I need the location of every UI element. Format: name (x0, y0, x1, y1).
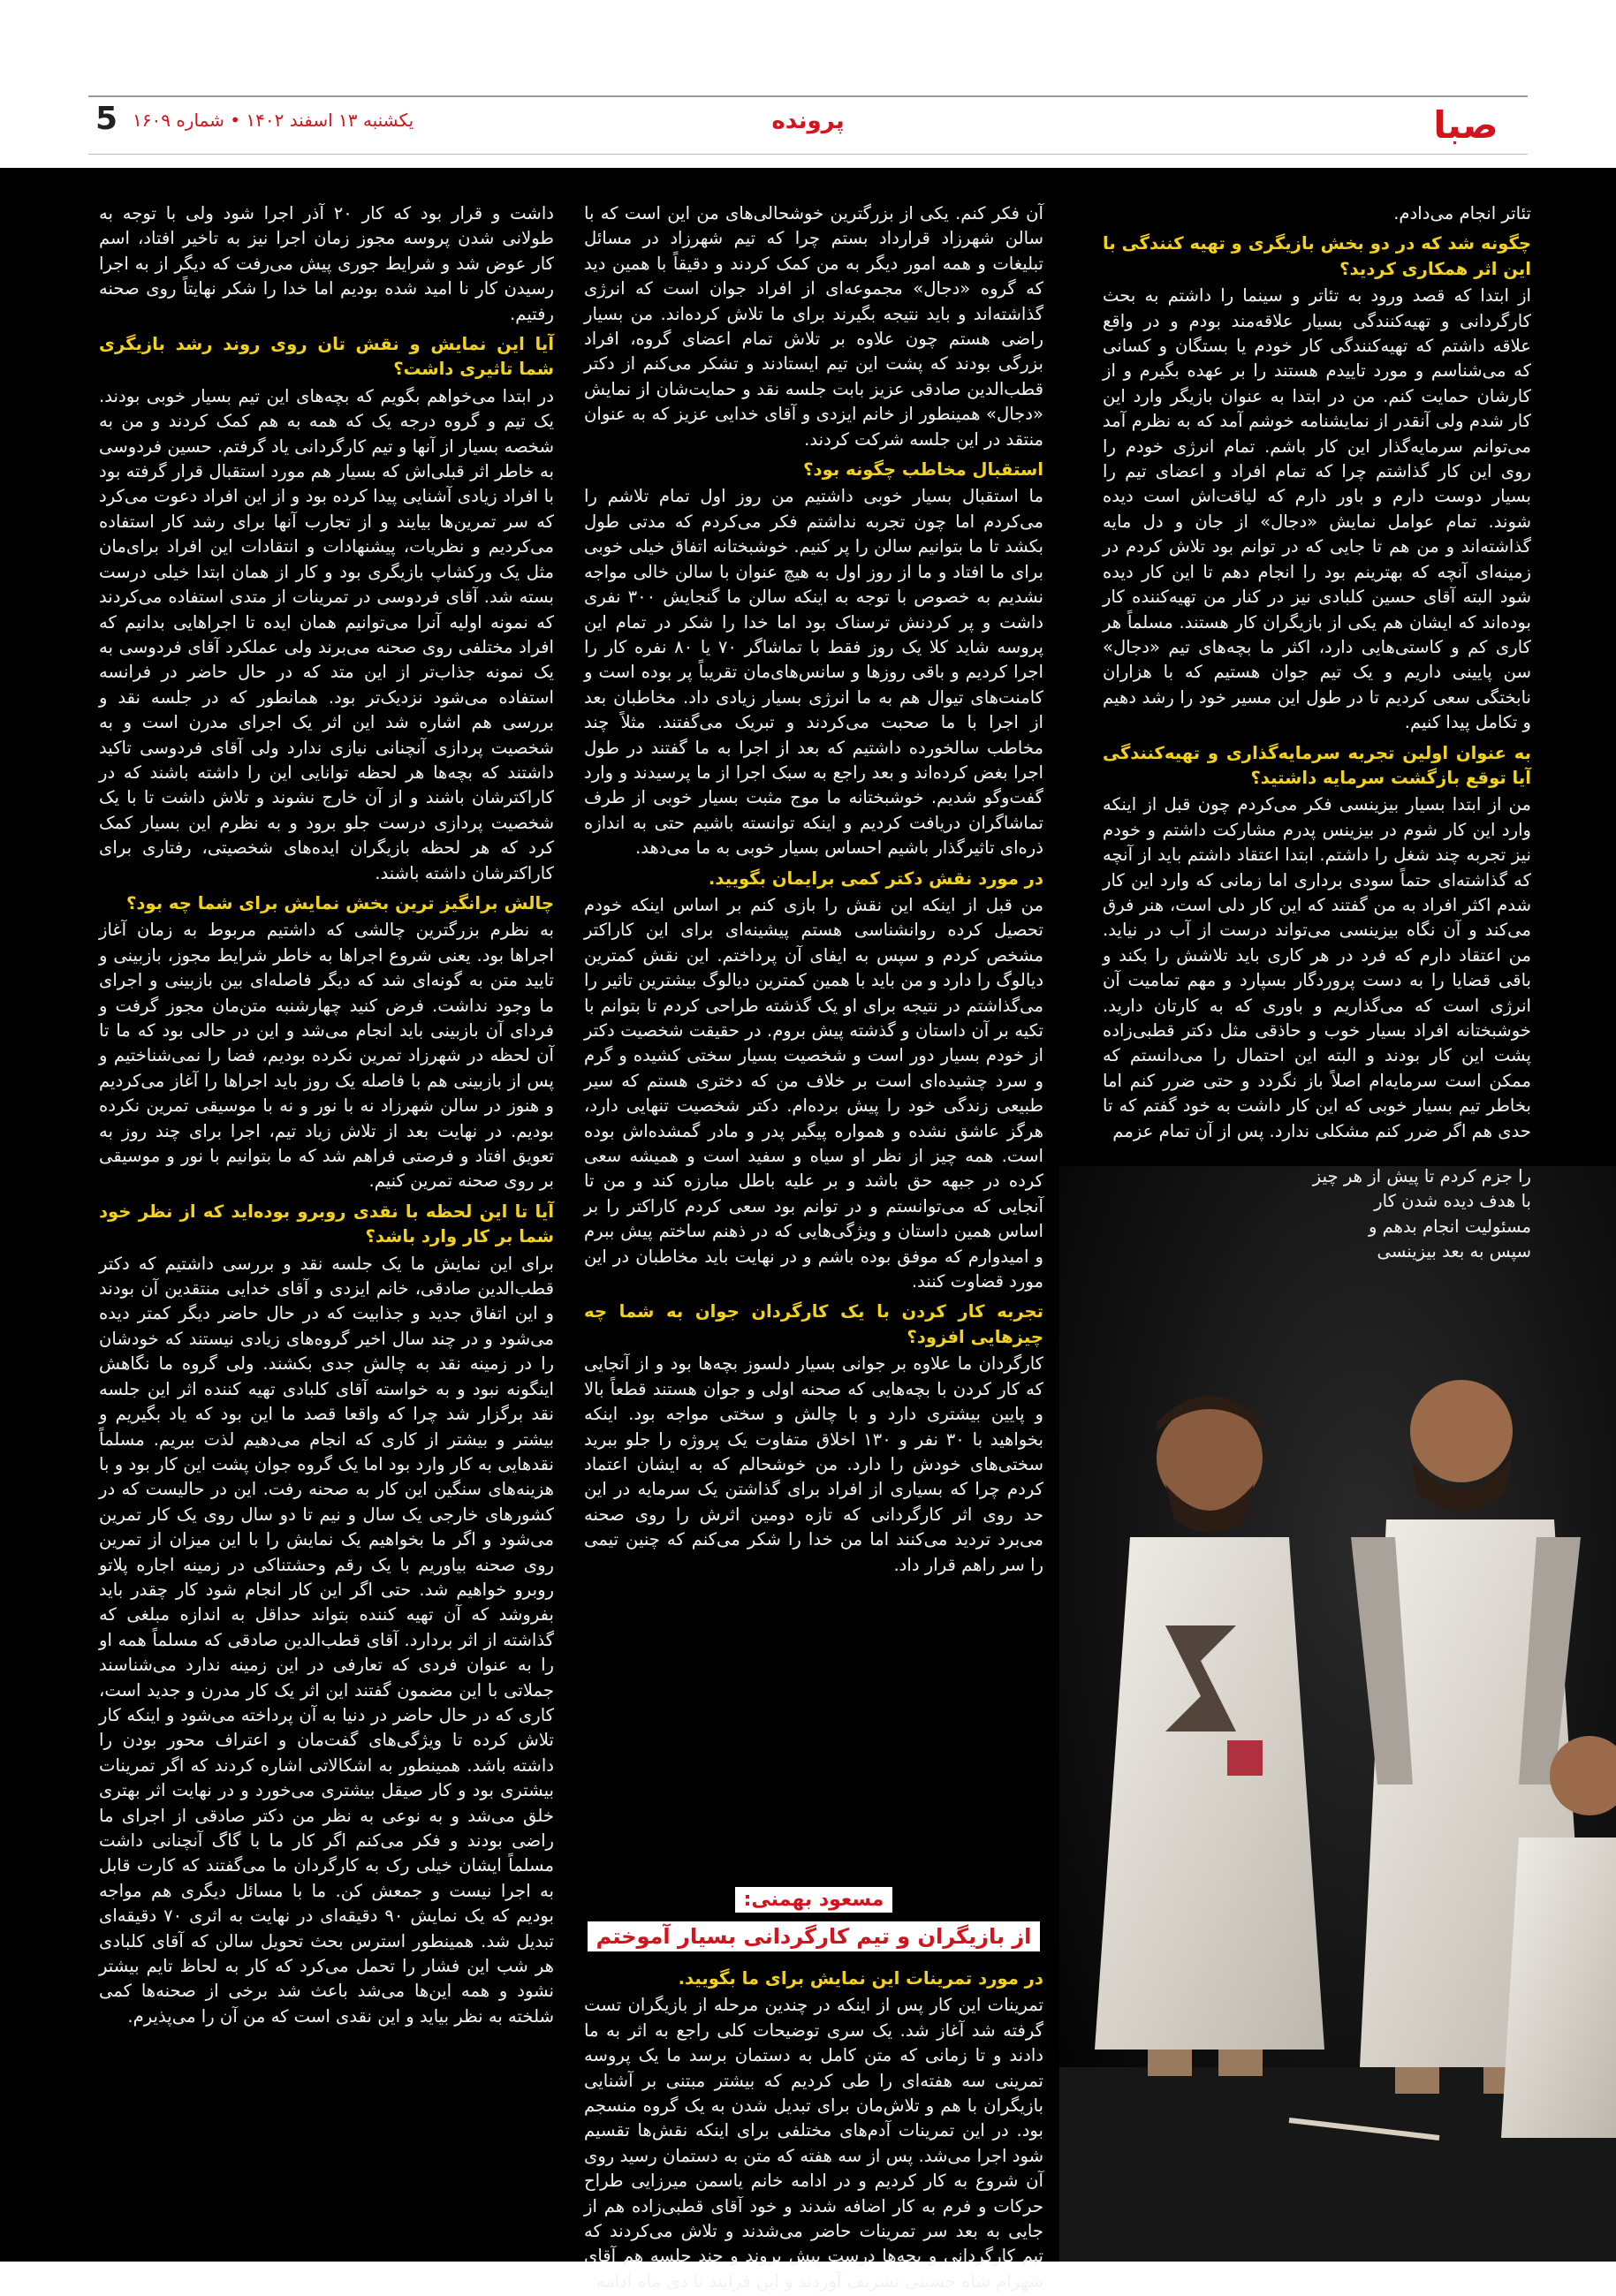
issue-info: یکشنبه ۱۳ اسفند ۱۴۰۲ • شماره ۱۶۰۹ (133, 110, 414, 131)
paragraph: در ابتدا می‌خواهم بگویم که بچه‌های این تیم بسیار خوبی بودند. یک تیم و گروه درجه یک که همه به هم کمک کردند و من به شخصه بسیار از آنها و تیم کارگردانی یاد گرفتم. حسین فردوسی به خاطر اثر قبلی‌اش که بسیار هم مورد استقبال قرار گرفته بود با افراد زیادی آشنایی پیدا کرده بود و از این افراد دعوت می‌کرد که سر تمرین‌ها بیایند و از تجارب آنها برای رشد کار استفاده می‌کردیم و نظریات، پیشنهادات و انتقادات این افراد برای‌مان مثل یک ورکشاپ بازیگری بود و کار از همان ابتدا خیلی درست بسته شد. آقای فردوسی در تمرینات از متدی استفاده می‌کردند که نمونه اولیه آنرا می‌توانیم همان ایده تا اجراهایی بدانیم که افراد مختلفی روی صحنه می‌برند ولی عملکرد آقای فردوسی به یک نمونه جذاب‌تر از این متد که در حال حاضر در فرانسه استفاده می‌شود نزدیک‌تر بود. همانطور که در جلسه نقد و بررسی هم اشاره شد این اثر یک اجرای مدرن است و به شخصیت پردازی آنچنانی نیازی ندارد ولی آقای فردوسی تاکید داشتند که بچه‌ها هر لحظه توانایی این را داشته باشند که در کاراکترشان باشند و از آن خارج نشوند و تلاش داشت تا با یک شخصیت پردازی درست جلو برود و به نظرم این بسیار کمک کرد که هر لحظه بازیگران ایده‌های شخصیتی، رفتاری برای کاراکترشان داشته باشند. (98, 385, 554, 883)
interview-heading (584, 1887, 1043, 1951)
interviewee-name: مسعود بهمنی: (735, 1887, 893, 1913)
question-heading: استقبال مخاطب چگونه بود؟ (803, 459, 1043, 481)
tail-line: سپس به بعد بیزینسی (1377, 1241, 1531, 1262)
header (0, 0, 1616, 168)
paragraph: به نظرم بزرگترین چالشی که داشتیم مربوط به زمان آغاز اجراها بود. یعنی شروع اجراها به خاطر شرایط مجوز، بازبینی و تایید متن به گونه‌ای شد که دیگر فاصله‌ای بین بازبینی و اجرای ما وجود نداشت. فرض کنید چهارشنبه متن‌مان مجوز گرفت و فردای آن بازبینی باید انجام می‌شد و این در حالی بود که ما تا آن لحظه در شهرزاد تمرین نکرده بودیم، فضا را نمی‌شناختیم و پس از بازبینی هم با فاصله یک روز باید اجراها را آغاز می‌کردیم و هنوز در سالن شهرزاد نه با نور و نه با موسیقی تمرین نکرده بودیم. در نهایت بعد از تلاش زیاد تیم، اجرا برای چند روز به تعویق افتاد و فرصتی فراهم شد که ما بتوانیم با نور و موسیقی بر روی صحنه تمرین کنیم. (99, 920, 554, 1192)
paragraph: من قبل از اینکه این نقش را بازی کنم بر اساس اینکه خودم تحصیل کرده روانشناسی هستم پیشینه‌ای برای این کاراکتر مشخص کردم و سپس به ایفای آن پرداختم. این نقش کمترین دیالوگ را دارد و من باید با همین کمترین دیالوگ بیشترین تاثیر را می‌گذاشتم در نتیجه برای او یک گذشته طراحی کردم تا بتوانم با تکیه بر آن داستان و گذشته پیش بروم. در حقیقت شخصیت دکتر از خودم بسیار دور است و شخصیت بسیار سختی کشیده و گرم و سرد چشیده‌ای است بر خلاف من که دختری هستم که سیر طبیعی زندگی خود را پیش برده‌ام. دکتر شخصیت تنهایی دارد، هرگز عاشق نشده و همواره پیگیر پدر و مادر گمشده‌اش بوده است. همه چیز از نظر او سیاه و سفید است و همیشه سعی کرده در جبهه حق باشد و بر علیه باطل مبارزه کند و من تا آنجایی که می‌توانستم و در توانم بود سعی کردم کاراکتر را بر اساس همین داستان و ویژگی‌هایی که در ذهنم ساختم پیش ببرم و امیدوارم که موفق بوده باشم و در نهایت باید مخاطبان در این مورد قضاوت کنند. (584, 894, 1043, 1292)
column-right-tail (1301, 1164, 1531, 1265)
question-heading: در مورد نقش دکتر کمی برایمان بگویید. (708, 868, 1043, 889)
paragraph: تمرینات این کار پس از اینکه در چندین مرحله از بازیگران تست گرفته شد آغاز شد. یک سری توضیحات کلی راجع به اثر به ما دادند و تا زمانی که متن کامل به دستمان برسد ما یک پروسه تمرینی سه هفته‌ای را طی کردیم که بیشتر مبتنی بر آشنایی بازیگران با هم و تلاش‌مان برای تبدیل شدن به یک گروه منسجم بود. در این تمرینات آدم‌های مختلفی برای اینکه نقش‌ها تقسیم شود اجرا می‌شد. پس از سه هفته که متن به دستمان رسید روی آن شروع به کار کردیم و در ادامه خانم یاسمن میرزایی طراح حرکات و فرم به کار اضافه شدند و خود آقای قطبی‌زاده هم از جایی به بعد سر تمرینات حاضر می‌شدند و تلاش می‌کردند که تیم کارگردانی و بچه‌ها درست پیش بروند و چند جلسه هم آقای شهرام شاه حسینی تشریف آوردند و این فرایند تا دی ماه ادامه (584, 1995, 1043, 2292)
question-heading: آیا این نمایش و نقش تان روی روند رشد بازیگری شما تاثیری داشت؟ (99, 334, 554, 380)
header-rule-bottom (88, 154, 1528, 155)
column-middle (584, 201, 1043, 1580)
question-heading: تجربه کار کردن با یک کارگردان جوان به شما چه چیزهایی افزود؟ (584, 1301, 1043, 1347)
question-heading: در مورد تمرینات این نمایش برای ما بگویید. (678, 1968, 1043, 1989)
page-number: 5 (95, 101, 118, 137)
question-heading: آیا تا این لحظه با نقدی روبرو بوده‌اید که از نظر خود شما بر کار وارد باشد؟ (99, 1201, 554, 1247)
stage-photo-illustration (1059, 1166, 1616, 2262)
question-heading: به عنوان اولین تجربه سرمایه‌گذاری و تهیه‌کنندگی آیا توقع بازگشت سرمایه داشتید؟ (1103, 742, 1531, 788)
article-body (0, 168, 1616, 2292)
tail-line: را جزم کردم تا پیش از هر چیز (1312, 1166, 1531, 1186)
header-rule (88, 95, 1528, 97)
column-middle-lower (584, 1961, 1043, 2296)
paragraph: داشت و قرار بود که کار ۲۰ آذر اجرا شود ولی با توجه به طولانی شدن پروسه مجوز زمان اجرا نیز به تاخیر افتاد، اسم کار عوض شد و شرایط جوری پیش می‌رفت که دیگر از به اجرا رسیدن کار نا امید شده بودیم اما خدا را شکر نهایتاً روی صحنه رفتیم. (99, 203, 554, 324)
column-left (99, 201, 554, 2031)
paragraph: تئاتر انجام می‌دادم. (1393, 203, 1531, 224)
paragraph: من از ابتدا بسیار بیزینسی فکر می‌کردم چون قبل از اینکه وارد این کار شوم در بیزینس پدرم مشارکت داشتم و خودم نیز تجربه چند شغل را داشتم. ابتدا اعتقاد داشتم باید از آنچه که گذاشته‌ای حتماً سودی برداری اما زمانی که وارد این کار شدم اکثر افراد به من گفتند که این کار دلی است، هنر فرق می‌کند و آن نگاه بیزینسی می‌تواند درست از آب در نیاید. من اعتقاد دارم که فرد در هر کاری باید تلاشش را بکند و باقی قضایا را به دست پروردگار بسپارد و مهم تمامیت آن انرژی است که می‌گذاریم و باوری که به کارتان دارید. خوشبختانه افراد بسیار خوب و حاذقی مثل دکتر قطبی‌زاده پشت این کار بودند و البته این احتمال را می‌دانستم که ممکن است سرمایه‌ام اصلاً باز نگردد و حتی ضرر کنم اما بخاطر تیم بسیار خوبی که این کار داشت به خود گفتم که تا حدی هم اگر ضرر کنم مشکلی ندارد. پس از آن تمام عزمم (1103, 794, 1531, 1141)
interview-title: از بازیگران و تیم کارگردانی بسیار آموختم (588, 1921, 1041, 1951)
paragraph: برای این نمایش ما یک جلسه نقد و بررسی داشتیم که دکتر قطب‌الدین صادقی، خانم ایزدی و آقای خدایی منتقدین آن بودند و این اتفاق جدید و جذابیت که در حال حاضر دیگر کمتر دیده می‌شود و در چند سال اخیر گروه‌های زیادی نیستند که خودشان را در زمینه نقد به چالش جدی بکشند. ولی گروه ما نگاهش اینگونه نبود و به خواسته آقای کلبادی تهیه کننده اثر این جلسه نقد برگزار شد چرا که واقعا قصد ما این بود که یاد بگیریم و بیشتر و بیشتر از کاری که انجام می‌دهیم لذت ببریم. مسلماً نقدهایی به کار وارد بود اما یک گروه جوان پشت این کار بود و با هزینه‌های سنگین این کار به صحنه رفت. این در حالیست که در کشورهای خارجی یک سال و نیم تا دو سال روی یک کار تمرین می‌شود و اگر ما بخواهیم یک نمایش را با این میزان از تمرین روی صحنه بیاوریم با یک رقم وحشتناکی در زمینه اجاره پلاتو روبرو خواهیم شد. حتی اگر این کار انجام شود کار چقدر باید بفروشد که آن تهیه کننده بتواند حداقل به اندازه مبلغی که گذاشته از اثر بردارد. آقای قطب‌الدین صادقی که مسلماً همه او را به عنوان فردی که تعارفی در این زمینه ندارد می‌شناسند جملاتی با این مضمون گفتند این اثر یک کار مدرن و جدید است، کاری که در حال حاضر در دنیا به آن پرداخته می‌شود و اینکه کار تلاش کرده تا ویژگی‌های گفت‌مان و اعتراف محور بودن را داشته باشد. همینطور به اشکالاتی اشاره کردند که اگر تمرینات بیشتری بود و کار صیقل بیشتری می‌خورد و در نهایت اثر بهتری خلق می‌شد و به نوعی به نظر من دکتر صادقی از اجرای ما راضی بودند و فکر می‌کنم اگر کار ما با گاگ آنچنانی داشت مسلماً ایشان خیلی رک به کارگردان ما می‌گفتند که کارت قابل به اجرا نیست و جمعش کن. ما با مسائل دیگری هم مواجه بودیم که یک نمایش ۹۰ دقیقه‌ای در نهایت به اثری ۷۰ دقیقه‌ای تبدیل شد. همینطور استرس بحث تحویل سالن که آقای کلبادی هر شب این فشار را تحمل می‌کرد که کار به لحاظ تایم بیشتر نشود و همه این‌ها می‌شد باعث شد برخی از صحنه‌ها کمی شلخته به نظر بیاید و این نقدی است که من آن را می‌پذیرم. (99, 1253, 554, 2027)
paragraph: کارگردان ما علاوه بر جوانی بسیار دلسوز بچه‌ها بود و از آنجایی که کار کردن با بچه‌هایی که صحنه اولی و جوان هستند قطعاً بالا و پایین بیشتری دارد و با چالش و سختی مواجه بود. اینکه بخواهید با ۳۰ نفر و ۱۳۰ اخلاق متفاوت یک پروژه را جلو ببرید سختی‌های خودش را دارد. من خوشحالم که به ایشان اعتماد کردم چرا که بسیاری از افراد برای گذاشتن یک سرمایه در این حد روی اثر کارگردانی که تازه دومین اثرش را روی صحنه می‌برد تردید می‌کنند اما من خدا را شکر می‌کنم که چنین تیمی را سر راهم قرار داد. (584, 1353, 1044, 1575)
tail-line: با هدف دیده شدن کار (1374, 1191, 1531, 1212)
logo-text: صبا (1433, 103, 1498, 147)
tail-line: مسئولیت انجام بدهم و (1368, 1216, 1531, 1237)
paragraph: ما استقبال بسیار خوبی داشتیم من روز اول تمام تلاشم را می‌کردم اما چون تجربه نداشتم فکر می‌کردم که مدتی طول بکشد تا ما بتوانیم سالن را پر کنیم. خوشبختانه اتفاق خیلی خوبی برای ما افتاد و ما از روز اول به هیچ عنوان با سالن خالی مواجه نشدیم به خصوص با توجه به اینکه سالن ما گنجایش ۳۰۰ نفری داشت و پر کردنش ترسناک بود اما خدا را شکر در تمام این پروسه شاید کلا یک روز فقط با تماشاگر ۷۰ یا ۸۰ نفره کار را اجرا کردیم و باقی روزها و سانس‌های‌مان تقریباً پر بوده است و کامنت‌های تیوال هم به ما انرژی بسیار زیادی داد. مخاطبان بعد از اجرا با ما صحبت می‌کردند و تبریک می‌گفتند. مثلاً چند مخاطب سالخورده داشتیم که بعد از اجرا به ما گفتند در طول اجرا بغض کرده‌اند و بعد راجع به سبک اجرا از ما پرسیدند و وارد گفت‌وگو شدیم. خوشبختانه ما موج مثبت بسیار خوبی از طرف تماشاگران دریافت کردیم و اینکه توانسته باشیم حتی به اندازه ذره‌ای تاثیرگذار باشیم احساس بسیار خوبی به ما می‌دهد. (584, 486, 1044, 859)
paragraph: آن فکر کنم. یکی از بزرگترین خوشحالی‌های من این است که با سالن شهرزاد قرارداد بستم چرا که تیم شهرزاد در مسائل تبلیغات و همه امور دیگر به من کمک کردند و دقیقاً با همین دید که گروه «دجال» مجموعه‌ای از افراد جوان است که انرژی گذاشته‌اند و باید نتیجه بگیرند برای ما تلاش کرده‌اند. من بسیار راضی هستم چون علاوه بر تلاش تمام اعضای گروه، افراد بزرگی بودند که پشت این تیم ایستادند و تشکر می‌کنم از دکتر قطب‌الدین صادقی عزیز بابت جلسه نقد و حمایت‌شان از نمایش «دجال» همینطور از خانم ایزدی و آقای خدایی عزیز که به عنوان منتقد در این جلسه شرکت کردند. (584, 203, 1043, 450)
paragraph: از ابتدا که قصد ورود به تئاتر و سینما را داشتم به بحث کارگردانی و تهیه‌کنندگی بسیار علاقه‌مند بودم و در واقع علاقه داشتم که تهیه‌کنندگی کار خودم یا بستگان و کسانی که می‌شناسم و مورد تاییدم هستند را بر عهده بگیرم و از کارشان حمایت کنم. من در ابتدا به عنوان بازیگر وارد این کار شدم ولی آنقدر از نمایشنامه خوشم آمد که به نظرم آمد می‌توانم سرمایه‌گذار این کار باشم. تمام انرژی خودم را روی این کار گذاشتم چرا که تمام افراد و اعضای تیم را بسیار دوست دارم و باور دارم که لیاقت‌اش است دیده شوند. تمام عوامل نمایش «دجال» از جان و دل مایه گذاشته‌اند و من هم تا جایی که در توانم بود تلاش کردم در زمینه‌ای آنچه که بهترینم بود را انجام دهم تا این کار دیده شود البته آقای حسین کلبادی نیز در کنار من تهیه‌کننده کار بوده‌اند که ایشان هم یکی از بازیگران کار هستند. مسلماً هر کاری کم و کاستی‌هایی دارد، اکثر ما بچه‌های تیم «دجال» سن پایینی داریم و یک تیم جوان هستیم که با هزاران نابختگی سعی کردیم تا در طول این مسیر خود را رشد دهیم و تکامل پیدا کنیم. (1103, 285, 1531, 733)
section-title: پرونده (771, 108, 845, 134)
stage-photo (1059, 1166, 1616, 2262)
question-heading: چالش برانگیز ترین بخش نمایش برای شما چه بود؟ (126, 892, 554, 913)
column-right (1103, 201, 1531, 1146)
question-heading: چگونه شد که در دو بخش بازیگری و تهیه کنندگی با این اثر همکاری کردید؟ (1103, 233, 1531, 279)
